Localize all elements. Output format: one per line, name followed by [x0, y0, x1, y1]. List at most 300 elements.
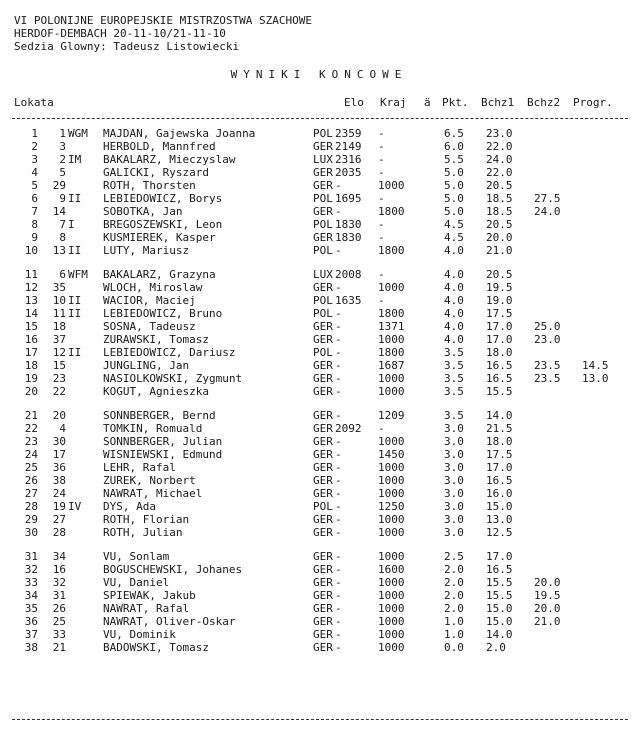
table-row [0, 550, 638, 563]
cell-federation: GER [313, 205, 333, 218]
cell-buchholz-1: 20.5 [486, 218, 513, 231]
cell-federation: GER [313, 628, 333, 641]
cell-buchholz-1: 12.5 [486, 526, 513, 539]
cell-chess-title: IV [68, 500, 82, 513]
cell-federation: GER [313, 474, 333, 487]
cell-federation: POL [313, 218, 333, 231]
table-row [0, 244, 638, 257]
cell-buchholz-1: 17.0 [486, 320, 513, 333]
cell-start-number: 9 [59, 192, 66, 205]
cell-federation: GER [313, 563, 333, 576]
cell-rank: 12 [24, 281, 38, 294]
cell-rank: 21 [24, 409, 38, 422]
cell-rank: 9 [31, 231, 38, 244]
cell-player-name: GALICKI, Ryszard [103, 166, 209, 179]
cell-player-name: LEHR, Rafal [103, 461, 176, 474]
cell-buchholz-1: 17.5 [486, 448, 513, 461]
cell-buchholz-1: 15.5 [486, 385, 513, 398]
cell-player-name: TOMKIN, Romuald [103, 422, 203, 435]
cell-elo-rating: 2008 [335, 268, 362, 281]
cell-rank: 2 [31, 140, 38, 153]
table-row [0, 500, 638, 513]
cell-start-number: 20 [52, 409, 66, 422]
cell-national-rating: - [378, 231, 385, 244]
cell-federation: GER [313, 372, 333, 385]
cell-national-rating: 1000 [378, 474, 405, 487]
cell-buchholz-2: 27.5 [534, 192, 561, 205]
table-row [0, 320, 638, 333]
cell-federation: POL [313, 294, 333, 307]
cell-elo-rating: - [335, 641, 342, 654]
cell-buchholz-1: 20.5 [486, 179, 513, 192]
cell-player-name: BAKALARZ, Grazyna [103, 268, 216, 281]
cell-points: 6.5 [444, 127, 464, 140]
cell-elo-rating: - [335, 448, 342, 461]
cell-start-number: 24 [52, 487, 66, 500]
cell-federation: GER [313, 550, 333, 563]
cell-points: 3.5 [444, 409, 464, 422]
cell-progress: 13.0 [582, 372, 609, 385]
cell-chess-title: WGM [68, 127, 88, 140]
cell-national-rating: 1450 [378, 448, 405, 461]
cell-federation: GER [313, 576, 333, 589]
cell-buchholz-1: 16.0 [486, 487, 513, 500]
cell-rank: 13 [24, 294, 38, 307]
cell-national-rating: 1687 [378, 359, 405, 372]
cell-buchholz-1: 22.0 [486, 140, 513, 153]
cell-buchholz-1: 23.0 [486, 127, 513, 140]
cell-federation: GER [313, 435, 333, 448]
cell-elo-rating: 2316 [335, 153, 362, 166]
cell-elo-rating: - [335, 615, 342, 628]
cell-player-name: NASIOLKOWSKI, Zygmunt [103, 372, 243, 385]
cell-points: 0.0 [444, 641, 464, 654]
cell-player-name: SPIEWAK, Jakub [103, 589, 196, 602]
cell-national-rating: 1000 [378, 602, 405, 615]
cell-federation: LUX [313, 153, 333, 166]
cell-rank: 26 [24, 474, 38, 487]
cell-points: 4.5 [444, 231, 464, 244]
cell-federation: GER [313, 526, 333, 539]
cell-points: 4.0 [444, 333, 464, 346]
cell-player-name: HERBOLD, Mannfred [103, 140, 216, 153]
cell-federation: GER [313, 422, 333, 435]
cell-federation: GER [313, 602, 333, 615]
cell-start-number: 10 [52, 294, 66, 307]
cell-rank: 1 [31, 127, 38, 140]
cell-buchholz-1: 2.0 [486, 641, 506, 654]
cell-start-number: 25 [52, 615, 66, 628]
cell-player-name: VU, Daniel [103, 576, 170, 589]
cell-buchholz-1: 16.5 [486, 474, 513, 487]
cell-elo-rating: - [335, 435, 342, 448]
cell-chess-title: II [68, 244, 82, 257]
cell-points: 3.0 [444, 513, 464, 526]
tournament-place-dates: HERDOF-DEMBACH 20-11-10/21-11-10 [14, 27, 226, 40]
cell-rank: 35 [24, 602, 38, 615]
cell-player-name: BAKALARZ, Mieczyslaw [103, 153, 236, 166]
cell-rank: 32 [24, 563, 38, 576]
cell-rank: 38 [24, 641, 38, 654]
cell-player-name: NAWRAT, Michael [103, 487, 203, 500]
cell-elo-rating: - [335, 563, 342, 576]
cell-buchholz-1: 17.0 [486, 333, 513, 346]
cell-federation: GER [313, 320, 333, 333]
cell-buchholz-2: 20.0 [534, 576, 561, 589]
cell-buchholz-2: 21.0 [534, 615, 561, 628]
cell-national-rating: 1209 [378, 409, 405, 422]
cell-rank: 7 [31, 205, 38, 218]
cell-points: 3.5 [444, 346, 464, 359]
cell-national-rating: 1000 [378, 641, 405, 654]
cell-start-number: 35 [52, 281, 66, 294]
cell-player-name: BREGOSZEWSKI, Leon [103, 218, 223, 231]
cell-start-number: 38 [52, 474, 66, 487]
cell-player-name: DYS, Ada [103, 500, 156, 513]
cell-buchholz-1: 15.0 [486, 602, 513, 615]
cell-rank: 4 [31, 166, 38, 179]
cell-national-rating: 1000 [378, 333, 405, 346]
cell-points: 4.5 [444, 218, 464, 231]
results-heading: WYNIKI KONCOWE [230, 68, 408, 81]
cell-start-number: 27 [52, 513, 66, 526]
cell-start-number: 30 [52, 435, 66, 448]
table-row [0, 385, 638, 398]
col-progr: Progr. [573, 96, 613, 109]
cell-national-rating: 1800 [378, 346, 405, 359]
table-row [0, 307, 638, 320]
table-row [0, 218, 638, 231]
cell-rank: 14 [24, 307, 38, 320]
cell-start-number: 17 [52, 448, 66, 461]
cell-buchholz-2: 25.0 [534, 320, 561, 333]
cell-national-rating: 1000 [378, 589, 405, 602]
cell-points: 6.0 [444, 140, 464, 153]
table-row [0, 422, 638, 435]
table-row [0, 461, 638, 474]
table-row [0, 192, 638, 205]
cell-start-number: 32 [52, 576, 66, 589]
cell-rank: 28 [24, 500, 38, 513]
cell-elo-rating: - [335, 333, 342, 346]
cell-buchholz-1: 17.0 [486, 461, 513, 474]
table-row [0, 346, 638, 359]
cell-player-name: KUSMIEREK, Kasper [103, 231, 216, 244]
table-row [0, 448, 638, 461]
cell-points: 2.0 [444, 589, 464, 602]
cell-rank: 30 [24, 526, 38, 539]
cell-federation: GER [313, 166, 333, 179]
cell-player-name: ROTH, Florian [103, 513, 190, 526]
cell-national-rating: 1000 [378, 526, 405, 539]
cell-player-name: LEBIEDOWICZ, Dariusz [103, 346, 236, 359]
table-row [0, 563, 638, 576]
cell-buchholz-1: 19.5 [486, 281, 513, 294]
cell-points: 4.0 [444, 244, 464, 257]
chief-arbiter: Sedzia Glowny: Tadeusz Listowiecki [14, 40, 240, 53]
cell-buchholz-1: 16.5 [486, 359, 513, 372]
table-row [0, 615, 638, 628]
table-row [0, 231, 638, 244]
cell-points: 1.0 [444, 628, 464, 641]
cell-points: 4.0 [444, 294, 464, 307]
cell-buchholz-1: 18.0 [486, 346, 513, 359]
cell-buchholz-1: 15.5 [486, 576, 513, 589]
cell-rank: 11 [24, 268, 38, 281]
cell-player-name: NAWRAT, Rafal [103, 602, 190, 615]
cell-rank: 3 [31, 153, 38, 166]
cell-start-number: 26 [52, 602, 66, 615]
cell-national-rating: - [378, 127, 385, 140]
cell-player-name: WISNIEWSKI, Edmund [103, 448, 223, 461]
cell-rank: 37 [24, 628, 38, 641]
cell-rank: 19 [24, 372, 38, 385]
cell-elo-rating: 1830 [335, 218, 362, 231]
cell-buchholz-2: 19.5 [534, 589, 561, 602]
cell-points: 3.0 [444, 422, 464, 435]
cell-buchholz-1: 21.0 [486, 244, 513, 257]
cell-player-name: ROTH, Julian [103, 526, 183, 539]
cell-federation: GER [313, 140, 333, 153]
cell-rank: 23 [24, 435, 38, 448]
cell-progress: 14.5 [582, 359, 609, 372]
cell-player-name: BADOWSKI, Tomasz [103, 641, 209, 654]
table-row [0, 372, 638, 385]
cell-start-number: 3 [59, 140, 66, 153]
cell-rank: 5 [31, 179, 38, 192]
cell-points: 3.5 [444, 372, 464, 385]
table-row [0, 205, 638, 218]
cell-national-rating: - [378, 153, 385, 166]
cell-elo-rating: 2092 [335, 422, 362, 435]
cell-player-name: NAWRAT, Oliver-Oskar [103, 615, 236, 628]
cell-federation: GER [313, 333, 333, 346]
cell-player-name: WLOCH, Miroslaw [103, 281, 203, 294]
table-row [0, 602, 638, 615]
cell-player-name: WACIOR, Maciej [103, 294, 196, 307]
cell-player-name: SOBOTKA, Jan [103, 205, 183, 218]
cell-elo-rating: - [335, 461, 342, 474]
cell-start-number: 23 [52, 372, 66, 385]
cell-buchholz-2: 23.5 [534, 372, 561, 385]
cell-start-number: 12 [52, 346, 66, 359]
col-pkt: Pkt. [442, 96, 469, 109]
table-row [0, 576, 638, 589]
cell-federation: GER [313, 615, 333, 628]
table-row [0, 140, 638, 153]
cell-national-rating: 1000 [378, 179, 405, 192]
cell-national-rating: - [378, 268, 385, 281]
cell-federation: GER [313, 385, 333, 398]
cell-player-name: LUTY, Mariusz [103, 244, 190, 257]
cell-points: 5.0 [444, 166, 464, 179]
cell-federation: POL [313, 500, 333, 513]
cell-national-rating: 1800 [378, 205, 405, 218]
cell-rank: 17 [24, 346, 38, 359]
cell-rank: 20 [24, 385, 38, 398]
table-row [0, 333, 638, 346]
cell-chess-title: II [68, 307, 82, 320]
cell-start-number: 8 [59, 231, 66, 244]
cell-elo-rating: - [335, 244, 342, 257]
cell-start-number: 29 [52, 179, 66, 192]
cell-elo-rating: - [335, 385, 342, 398]
cell-rank: 10 [24, 244, 38, 257]
cell-elo-rating: - [335, 320, 342, 333]
cell-federation: GER [313, 513, 333, 526]
table-row [0, 409, 638, 422]
table-row [0, 435, 638, 448]
cell-buchholz-2: 20.0 [534, 602, 561, 615]
cell-elo-rating: - [335, 487, 342, 500]
cell-buchholz-1: 22.0 [486, 166, 513, 179]
cell-player-name: SONNBERGER, Julian [103, 435, 223, 448]
cell-points: 3.0 [444, 526, 464, 539]
table-row [0, 127, 638, 140]
cell-buchholz-1: 14.0 [486, 409, 513, 422]
cell-buchholz-2: 24.0 [534, 205, 561, 218]
cell-points: 1.0 [444, 615, 464, 628]
cell-points: 5.0 [444, 205, 464, 218]
cell-points: 5.5 [444, 153, 464, 166]
cell-chess-title: II [68, 294, 82, 307]
cell-elo-rating: - [335, 307, 342, 320]
cell-points: 4.0 [444, 281, 464, 294]
cell-rank: 36 [24, 615, 38, 628]
cell-federation: GER [313, 461, 333, 474]
cell-national-rating: - [378, 422, 385, 435]
cell-start-number: 5 [59, 166, 66, 179]
table-row [0, 513, 638, 526]
cell-buchholz-1: 15.0 [486, 500, 513, 513]
cell-national-rating: 1000 [378, 281, 405, 294]
cell-national-rating: 1000 [378, 576, 405, 589]
header-divider [12, 118, 628, 119]
cell-start-number: 15 [52, 359, 66, 372]
cell-buchholz-2: 23.5 [534, 359, 561, 372]
table-row [0, 641, 638, 654]
table-row [0, 268, 638, 281]
cell-federation: GER [313, 448, 333, 461]
cell-points: 2.5 [444, 550, 464, 563]
cell-elo-rating: - [335, 346, 342, 359]
cell-points: 3.0 [444, 448, 464, 461]
cell-rank: 24 [24, 448, 38, 461]
cell-start-number: 33 [52, 628, 66, 641]
cell-buchholz-1: 21.5 [486, 422, 513, 435]
cell-national-rating: 1000 [378, 461, 405, 474]
col-a: ä [424, 96, 431, 109]
cell-national-rating: 1000 [378, 550, 405, 563]
cell-national-rating: - [378, 294, 385, 307]
cell-points: 5.0 [444, 179, 464, 192]
table-row [0, 153, 638, 166]
col-elo: Elo [344, 96, 364, 109]
cell-points: 4.0 [444, 268, 464, 281]
cell-buchholz-1: 24.0 [486, 153, 513, 166]
cell-rank: 22 [24, 422, 38, 435]
footer-divider [12, 719, 628, 720]
cell-player-name: VU, Sonlam [103, 550, 170, 563]
col-bchz1: Bchz1 [481, 96, 515, 109]
cell-buchholz-1: 17.0 [486, 550, 513, 563]
cell-start-number: 21 [52, 641, 66, 654]
cell-points: 3.0 [444, 487, 464, 500]
cell-player-name: ZURAWSKI, Tomasz [103, 333, 209, 346]
table-row [0, 179, 638, 192]
cell-points: 2.0 [444, 563, 464, 576]
table-row [0, 628, 638, 641]
cell-elo-rating: - [335, 359, 342, 372]
cell-national-rating: - [378, 140, 385, 153]
cell-chess-title: I [68, 218, 75, 231]
cell-rank: 33 [24, 576, 38, 589]
cell-buchholz-1: 18.5 [486, 192, 513, 205]
cell-player-name: ZUREK, Norbert [103, 474, 196, 487]
table-row [0, 487, 638, 500]
cell-national-rating: 1000 [378, 385, 405, 398]
cell-federation: POL [313, 192, 333, 205]
cell-rank: 15 [24, 320, 38, 333]
cell-buchholz-2: 23.0 [534, 333, 561, 346]
cell-buchholz-1: 15.5 [486, 589, 513, 602]
cell-points: 3.0 [444, 435, 464, 448]
cell-start-number: 2 [59, 153, 66, 166]
cell-chess-title: WFM [68, 268, 88, 281]
table-row [0, 526, 638, 539]
cell-buchholz-1: 16.5 [486, 372, 513, 385]
cell-elo-rating: - [335, 500, 342, 513]
cell-national-rating: 1000 [378, 435, 405, 448]
cell-national-rating: 1250 [378, 500, 405, 513]
cell-rank: 8 [31, 218, 38, 231]
cell-elo-rating: 2359 [335, 127, 362, 140]
cell-start-number: 1 [59, 127, 66, 140]
cell-points: 2.0 [444, 576, 464, 589]
cell-federation: GER [313, 231, 333, 244]
cell-start-number: 18 [52, 320, 66, 333]
cell-federation: POL [313, 244, 333, 257]
cell-national-rating: 1000 [378, 513, 405, 526]
cell-buchholz-1: 15.0 [486, 615, 513, 628]
cell-national-rating: 1000 [378, 372, 405, 385]
cell-start-number: 22 [52, 385, 66, 398]
cell-start-number: 13 [52, 244, 66, 257]
cell-federation: GER [313, 281, 333, 294]
cell-federation: POL [313, 307, 333, 320]
tournament-title: VI POLONIJNE EUROPEJSKIE MISTRZOSTWA SZACHOWE [14, 14, 313, 27]
cell-elo-rating: - [335, 281, 342, 294]
cell-elo-rating: 2149 [335, 140, 362, 153]
col-lokata: Lokata [14, 96, 54, 109]
cell-start-number: 6 [59, 268, 66, 281]
cell-rank: 34 [24, 589, 38, 602]
cell-points: 3.5 [444, 359, 464, 372]
cell-start-number: 36 [52, 461, 66, 474]
cell-chess-title: II [68, 192, 82, 205]
cell-points: 4.0 [444, 307, 464, 320]
cell-chess-title: II [68, 346, 82, 359]
cell-federation: GER [313, 641, 333, 654]
cell-elo-rating: 2035 [335, 166, 362, 179]
cell-federation: GER [313, 589, 333, 602]
cell-start-number: 28 [52, 526, 66, 539]
cell-elo-rating: - [335, 205, 342, 218]
cell-buchholz-1: 14.0 [486, 628, 513, 641]
cell-points: 3.5 [444, 385, 464, 398]
cell-player-name: LEBIEDOWICZ, Borys [103, 192, 223, 205]
cell-elo-rating: - [335, 628, 342, 641]
